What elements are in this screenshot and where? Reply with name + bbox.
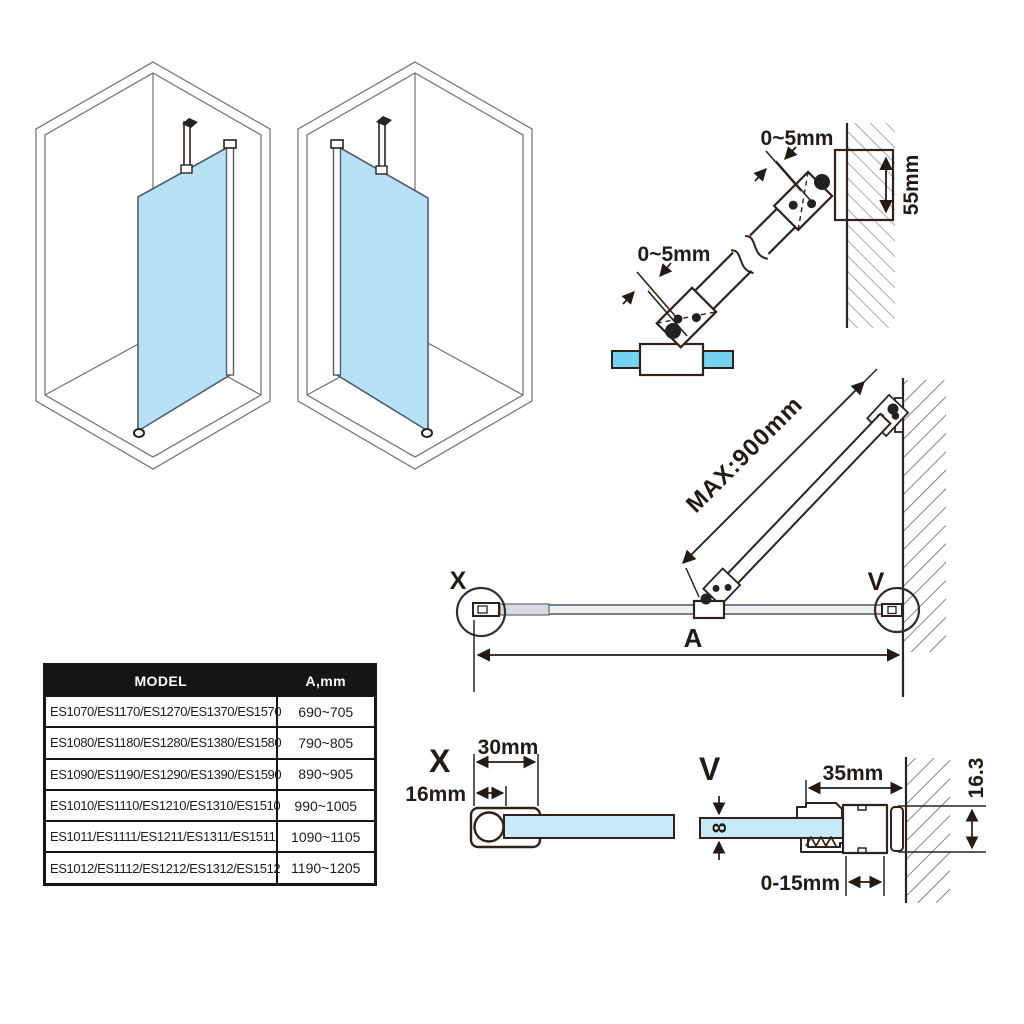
glass-panel [337,146,428,431]
svg-text:16mm: 16mm [405,783,466,806]
table-row [45,727,376,758]
amm-cell: 990~1005 [277,790,376,821]
glass-clamp [640,344,703,375]
table-row [45,821,376,852]
svg-text:35mm: 35mm [822,762,884,785]
section-v [699,751,988,903]
model-cell: ES1080/ES1180/ES1280/ES1380/ES1580 [45,727,277,758]
wall-hatch [847,123,895,328]
support-bar-detail [612,123,923,375]
section-v-label: V [699,751,721,787]
svg-text:0-15mm: 0-15mm [760,872,840,895]
table-row [45,852,376,884]
model-cell: ES1012/ES1112/ES1212/ES1312/ES1512 [45,852,277,884]
section-x [405,736,674,847]
svg-text:8: 8 [710,822,731,834]
svg-text:0~5mm: 0~5mm [637,243,711,266]
dimension-max900 [681,369,877,597]
table-row [45,790,376,821]
dimension-a [474,620,899,692]
table-header-amm: A,mm [277,665,376,697]
section-x-label: X [429,743,451,779]
ceiling-rod [376,116,392,174]
dimension-8mm [710,796,731,860]
pivot-ball [814,174,830,190]
model-cell: ES1090/ES1190/ES1290/ES1390/ES1590 [45,759,277,790]
dimension-55mm: 55mm [900,154,923,216]
svg-text:MAX:900mm: MAX:900mm [680,390,809,519]
dimension-0-15mm [761,856,884,896]
svg-text:30mm: 30mm [477,736,539,759]
table-row [45,759,376,790]
svg-text:0~5mm: 0~5mm [760,127,834,150]
model-cell: ES1070/ES1170/ES1270/ES1370/ES1570 [45,696,277,727]
model-cell: ES1011/ES1111/ES1211/ES1311/ES1511 [45,821,277,852]
table-row [45,696,376,727]
floor-foot [134,429,144,437]
wall-hatch [906,758,950,903]
iso-view-right [298,62,532,469]
svg-text:A: A [683,623,703,653]
table-header-model: MODEL [45,665,277,697]
plan-label-v: V [867,568,885,596]
plan-wall [903,380,946,652]
amm-cell: 1090~1105 [277,821,376,852]
plan-label-x: X [449,567,467,595]
amm-cell: 1190~1205 [277,852,376,884]
glass-panel [138,146,230,431]
section-glass [504,815,674,838]
dimension-16mm [405,783,506,806]
floor-foot [422,429,432,437]
model-table [43,663,377,886]
profile-knob [475,813,504,842]
amm-cell: 690~705 [277,696,376,727]
dimension-35mm [806,762,902,804]
plan-view [450,369,946,697]
svg-text:16.3: 16.3 [965,757,988,799]
amm-cell: 790~805 [277,727,376,758]
iso-view-left [36,62,270,469]
model-cell: ES1010/ES1110/ES1210/ES1310/ES1510 [45,790,277,821]
amm-cell: 890~905 [277,759,376,790]
